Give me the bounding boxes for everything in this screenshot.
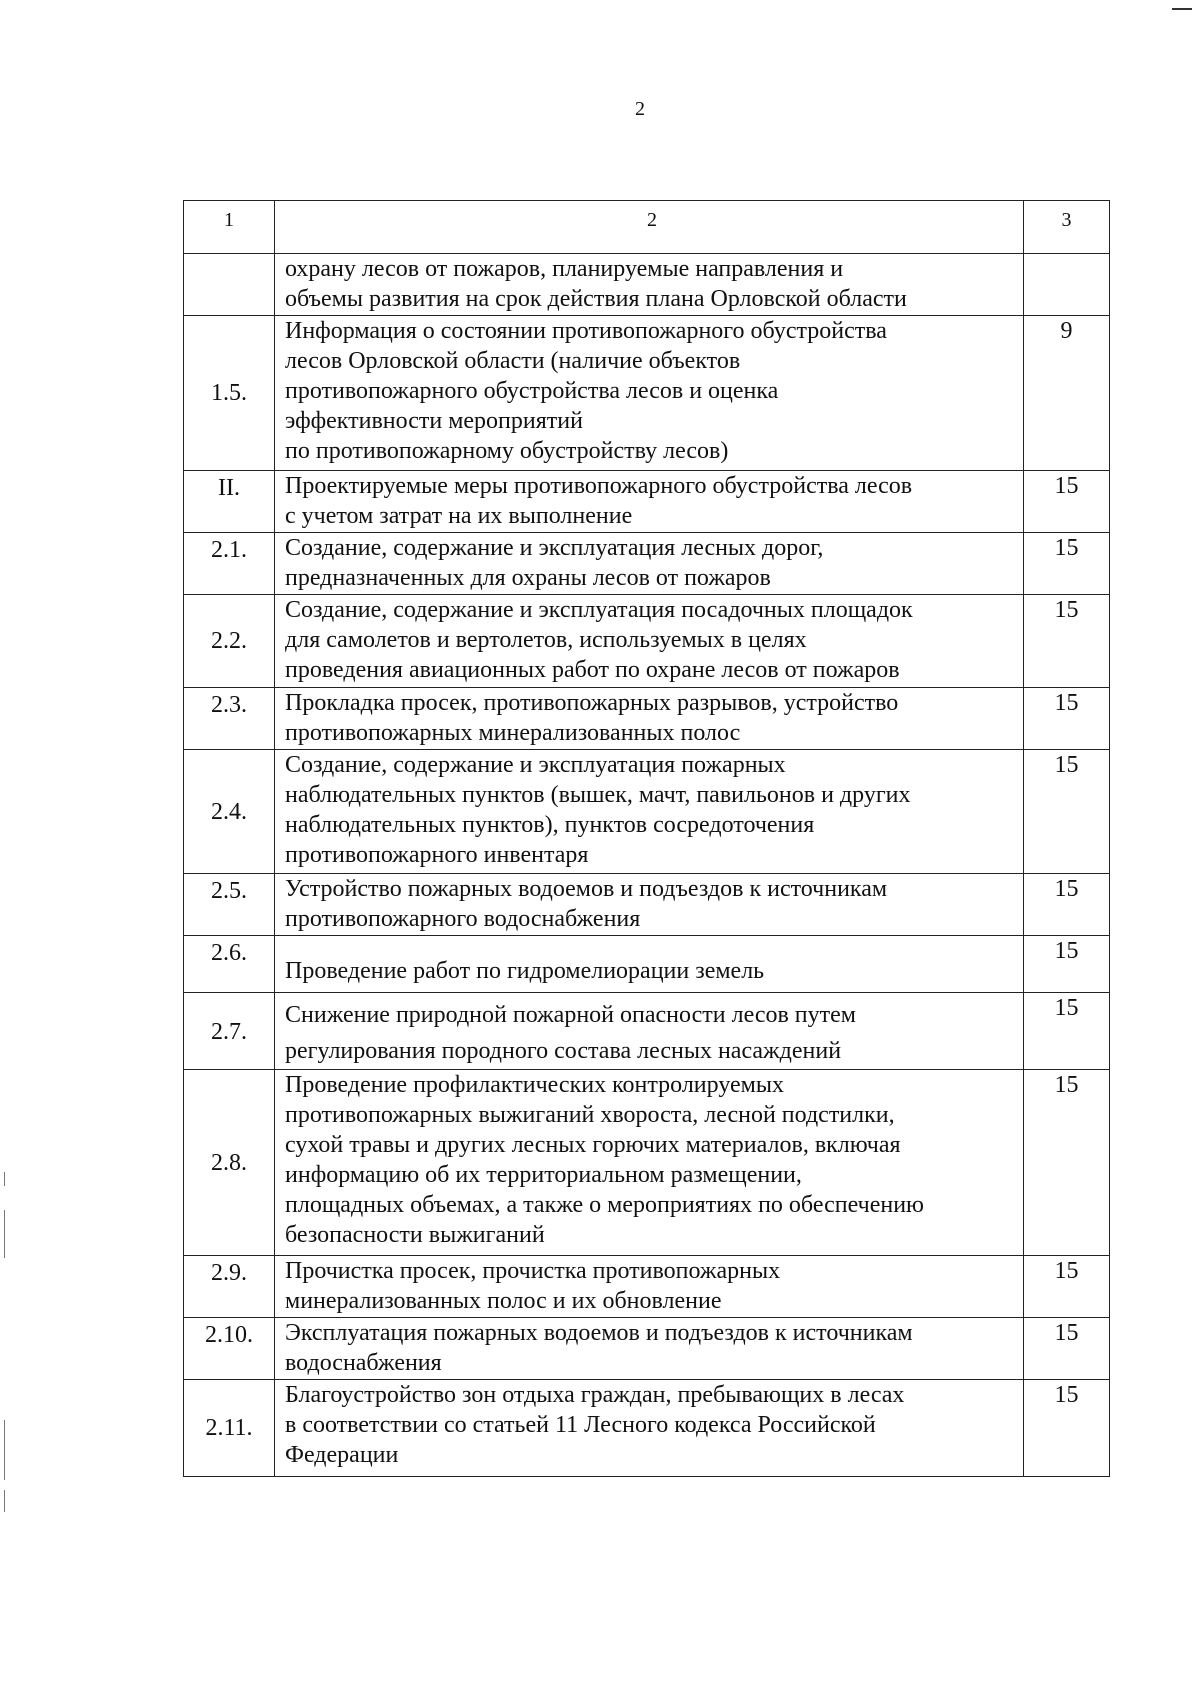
row-title: Информация о состоянии противопожарного обустройства лесов Орловской области (наличие объектов противопожарного обустройства лесов и оценка эффективности мероприятий по противопожарному обустройству лесов)	[275, 316, 1024, 471]
row-title: Создание, содержание и эксплуатация лесных дорог, предназначенных для охраны лесов от пожаров	[275, 533, 1024, 595]
row-page: 15	[1024, 1256, 1110, 1318]
table-row	[184, 1070, 1110, 1256]
scan-mark-left-3	[4, 1420, 5, 1480]
row-number: 1.5.	[184, 316, 275, 471]
scan-mark-left-4	[4, 1490, 5, 1512]
row-page: 15	[1024, 1318, 1110, 1380]
row-number: 2.5.	[184, 874, 275, 936]
row-page: 9	[1024, 316, 1110, 471]
row-page: 15	[1024, 993, 1110, 1070]
row-page: 15	[1024, 936, 1110, 993]
table-row	[184, 533, 1110, 595]
row-title: Проектируемые меры противопожарного обустройства лесов с учетом затрат на их выполнение	[275, 471, 1024, 533]
table-row	[184, 1318, 1110, 1380]
row-number	[184, 254, 275, 316]
row-page: 15	[1024, 874, 1110, 936]
row-title: Прокладка просек, противопожарных разрывов, устройство противопожарных минерализованных полос	[275, 688, 1024, 750]
row-title: Создание, содержание и эксплуатация пожарных наблюдательных пунктов (вышек, мачт, павильонов и других наблюдательных пунктов), пунктов сосредоточения противопожарного инвентаря	[275, 750, 1024, 874]
table-row	[184, 688, 1110, 750]
contents-table	[183, 200, 1110, 1477]
row-number: 2.1.	[184, 533, 275, 595]
row-title: охрану лесов от пожаров, планируемые направления и объемы развития на срок действия плана Орловской области	[275, 254, 1024, 316]
row-title: Эксплуатация пожарных водоемов и подъездов к источникам водоснабжения	[275, 1318, 1024, 1380]
row-page: 15	[1024, 471, 1110, 533]
header-col-2: 2	[275, 201, 1024, 254]
row-number: II.	[184, 471, 275, 533]
row-page: 15	[1024, 750, 1110, 874]
row-number: 2.9.	[184, 1256, 275, 1318]
row-title: Устройство пожарных водоемов и подъездов к источникам противопожарного водоснабжения	[275, 874, 1024, 936]
row-title: Прочистка просек, прочистка противопожарных минерализованных полос и их обновление	[275, 1256, 1024, 1318]
page-number: 2	[635, 98, 645, 120]
row-number: 2.10.	[184, 1318, 275, 1380]
row-title: Благоустройство зон отдыха граждан, пребывающих в лесах в соответствии со статьей 11 Лесного кодекса Российской Федерации	[275, 1380, 1024, 1477]
row-number: 2.2.	[184, 595, 275, 688]
row-page: 15	[1024, 1070, 1110, 1256]
header-col-3: 3	[1024, 201, 1110, 254]
table-row	[184, 750, 1110, 874]
row-title: Снижение природной пожарной опасности лесов путем регулирования породного состава лесных насаждений	[275, 993, 1024, 1070]
row-number: 2.6.	[184, 936, 275, 993]
scan-mark-left-2	[4, 1210, 5, 1258]
row-number: 2.4.	[184, 750, 275, 874]
table-header-row	[184, 201, 1110, 254]
table-row	[184, 316, 1110, 471]
row-number: 2.11.	[184, 1380, 275, 1477]
scan-mark-left-1	[4, 1172, 5, 1186]
table-row	[184, 471, 1110, 533]
table-row	[184, 993, 1110, 1070]
row-number: 2.8.	[184, 1070, 275, 1256]
table-row	[184, 254, 1110, 316]
table-row	[184, 936, 1110, 993]
row-title: Создание, содержание и эксплуатация посадочных площадок для самолетов и вертолетов, используемых в целях проведения авиационных работ по охране лесов от пожаров	[275, 595, 1024, 688]
row-number: 2.3.	[184, 688, 275, 750]
row-title: Проведение работ по гидромелиорации земель	[275, 936, 1024, 993]
row-number: 2.7.	[184, 993, 275, 1070]
table-row	[184, 1256, 1110, 1318]
scan-mark-top-right	[1172, 8, 1192, 10]
table-row	[184, 874, 1110, 936]
row-page: 15	[1024, 1380, 1110, 1477]
row-page: 15	[1024, 595, 1110, 688]
header-col-1: 1	[184, 201, 275, 254]
row-page: 15	[1024, 688, 1110, 750]
table-row	[184, 595, 1110, 688]
table-row	[184, 1380, 1110, 1477]
row-page: 15	[1024, 533, 1110, 595]
row-title: Проведение профилактических контролируемых противопожарных выжиганий хвороста, лесной подстилки, сухой травы и других лесных горючих материалов, включая информацию об их территориальном размещении, площадных объемах, а также о мероприятиях по обеспечению безопасности выжиганий	[275, 1070, 1024, 1256]
row-page	[1024, 254, 1110, 316]
